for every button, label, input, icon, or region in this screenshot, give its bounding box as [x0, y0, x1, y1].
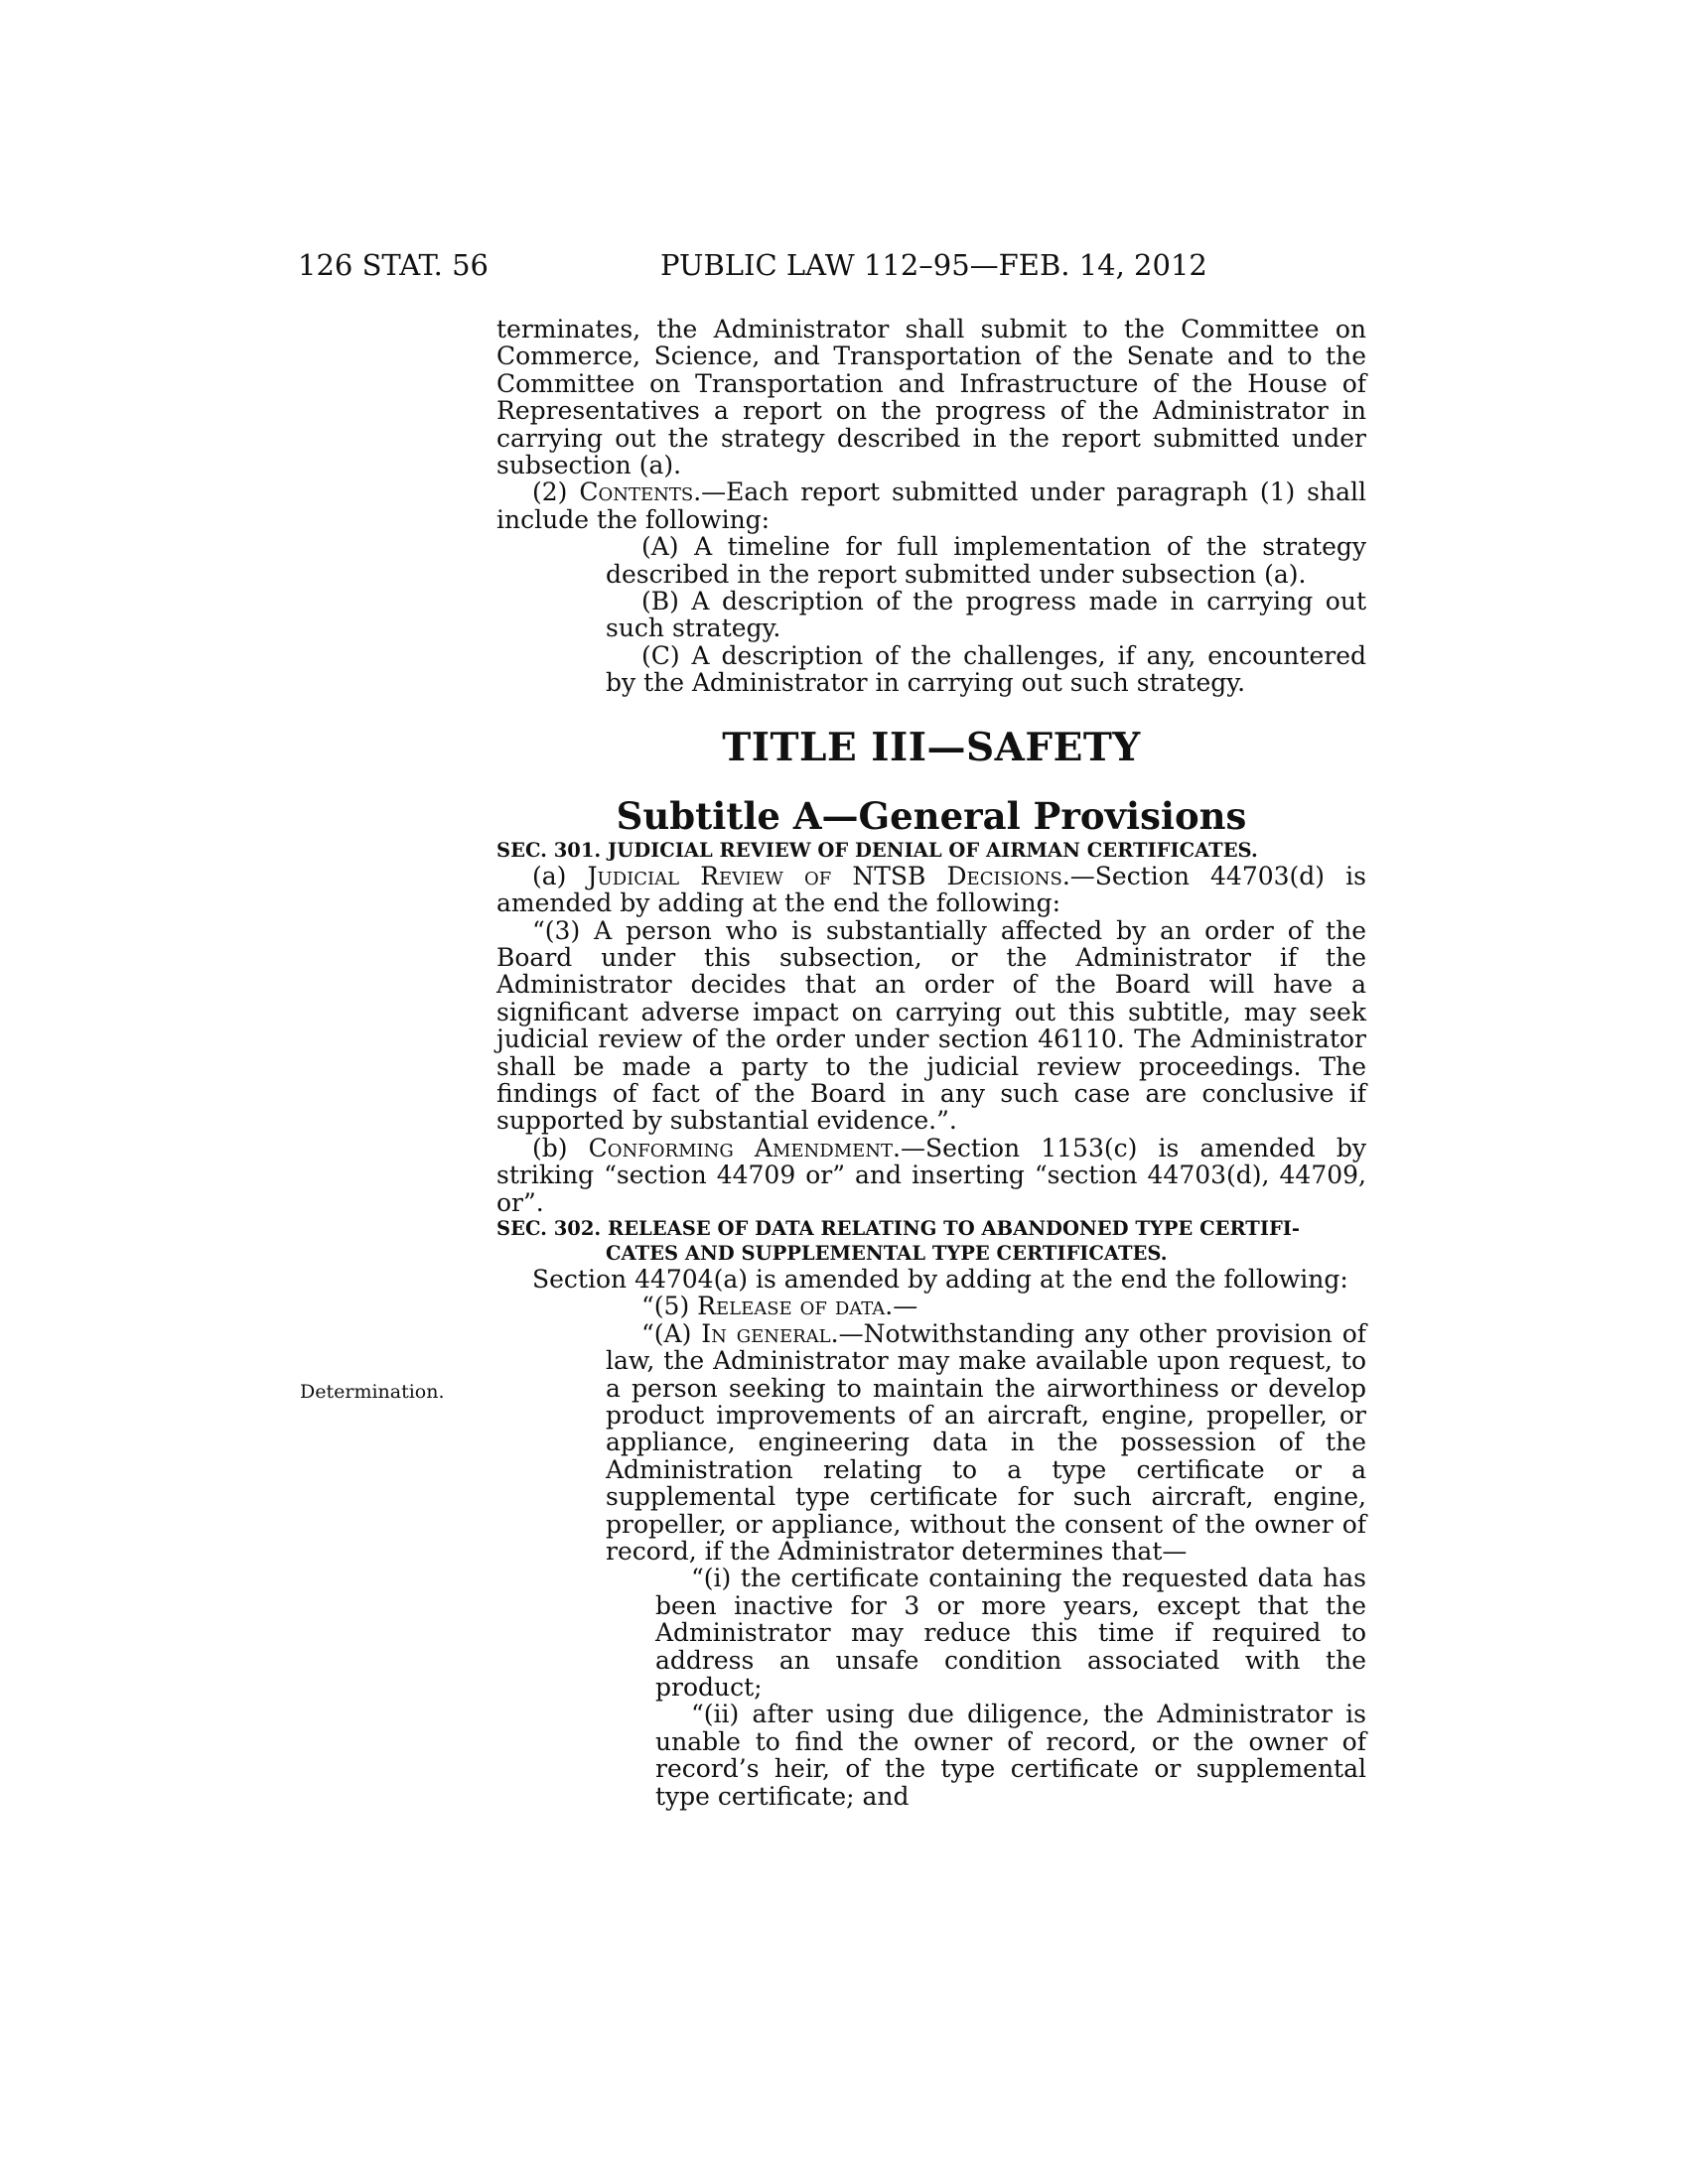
section-heading-line: CATES AND SUPPLEMENTAL TYPE CERTIFICATES. [606, 1241, 1168, 1265]
clause-item: “(ii) after using due diligence, the Administrator is unable to find the owner of record, or the owner of record’s heir, of the type certificate or supplemental type certificate; and [655, 1700, 1366, 1811]
subsection-number: (b) [532, 1133, 568, 1162]
section-302-intro: Section 44704(a) is amended by adding at the end the following: [532, 1264, 1348, 1294]
section-heading-line: SEC. 302. RELEASE OF DATA RELATING TO ABANDONED TYPE CERTIFI- [496, 1216, 1301, 1240]
section-301-heading: SEC. 301. JUDICIAL REVIEW OF DENIAL OF AIRMAN CERTIFICATES. [496, 838, 1258, 862]
subsection-b [496, 1135, 1366, 1216]
subsection-text: .—Section 44703(d) is amended by adding at the end the following: [496, 861, 1366, 918]
subsection-text: .—Section 1153(c) is amended by striking “section 44709 or” and inserting “section 44703(d), 44709, or”. [496, 1133, 1367, 1217]
stat-page-number: 126 STAT. 56 [298, 248, 489, 282]
paragraph-heading: Contents [579, 478, 694, 507]
paragraph-5 [496, 1293, 1366, 1319]
paragraph-heading: Release of data [697, 1292, 886, 1321]
clause-item: “(i) the certificate containing the requested data has been inactive for 3 or more years, except that the Administrator may reduce this time if required to address an unsafe condition associated with the product; [655, 1564, 1366, 1703]
subsection-number: (a) [532, 861, 567, 890]
paragraph-text: .—Each report submitted under paragraph (1) shall include the following: [496, 478, 1366, 534]
paragraph-number: “(5) [641, 1292, 690, 1321]
title-heading: TITLE III—SAFETY [722, 724, 1141, 770]
quoted-text: “(3) A person who is substantially affected by an order of the Board under this subsection, or the Administrator if the Administrator decides that an order of the Board will have a significant adverse impact on carrying out this subtitle, may seek judicial review of the order under section 46110. The Administrator shall be made a party to the judicial review proceedings. The findings of fact of the Board in any such case are conclusive if supported by substantial evidence.”. [496, 915, 1366, 1136]
contents-paragraph [496, 478, 1366, 533]
paragraph-dash: .— [885, 1292, 918, 1321]
section-302-heading [496, 1216, 1366, 1266]
running-header: PUBLIC LAW 112–95—FEB. 14, 2012 [660, 248, 1207, 282]
paragraph-number: (2) [532, 478, 568, 507]
margin-note: Determination. [300, 1381, 445, 1403]
subtitle-heading: Subtitle A—General Provisions [616, 793, 1247, 838]
list-item: (A) A timeline for full implementation of the strategy described in the report submitted under subsection (a). [606, 532, 1366, 589]
subsection-a [496, 863, 1366, 917]
subparagraph-text: .—Notwithstanding any other provision of law, the Administrator may make available upon request, to a person seeking to maintain the airworthiness or develop product improvements of an aircraft, engine, propeller, or appliance, engineering data in the possession of the Administration relating to a type certificate or a supplemental type certificate for such aircraft, engine, propeller, or appliance, without the consent of the owner of record, if the Administrator determines that— [606, 1318, 1366, 1567]
subsection-heading: Judicial Review of NTSB Decisions [587, 861, 1062, 890]
document-body [496, 316, 1366, 1810]
subparagraph-number: “(A) [641, 1318, 692, 1348]
subparagraph-a [496, 1320, 1366, 1566]
list-item: (B) A description of the progress made in carrying out such strategy. [606, 587, 1366, 643]
list-item: (C) A description of the challenges, if any, encountered by the Administrator in carrying out such strategy. [606, 640, 1366, 698]
subsection-heading: Conforming Amendment [588, 1133, 894, 1162]
continued-paragraph: terminates, the Administrator shall submit to the Committee on Commerce, Science, and Transportation of the Senate and to the Committee on Transportation and Infrastructure of the House of Representatives a report on the progress of the Administrator in carrying out the strategy described in the report submitted under subsection (a). [496, 315, 1366, 480]
subparagraph-heading: In general [701, 1318, 831, 1348]
